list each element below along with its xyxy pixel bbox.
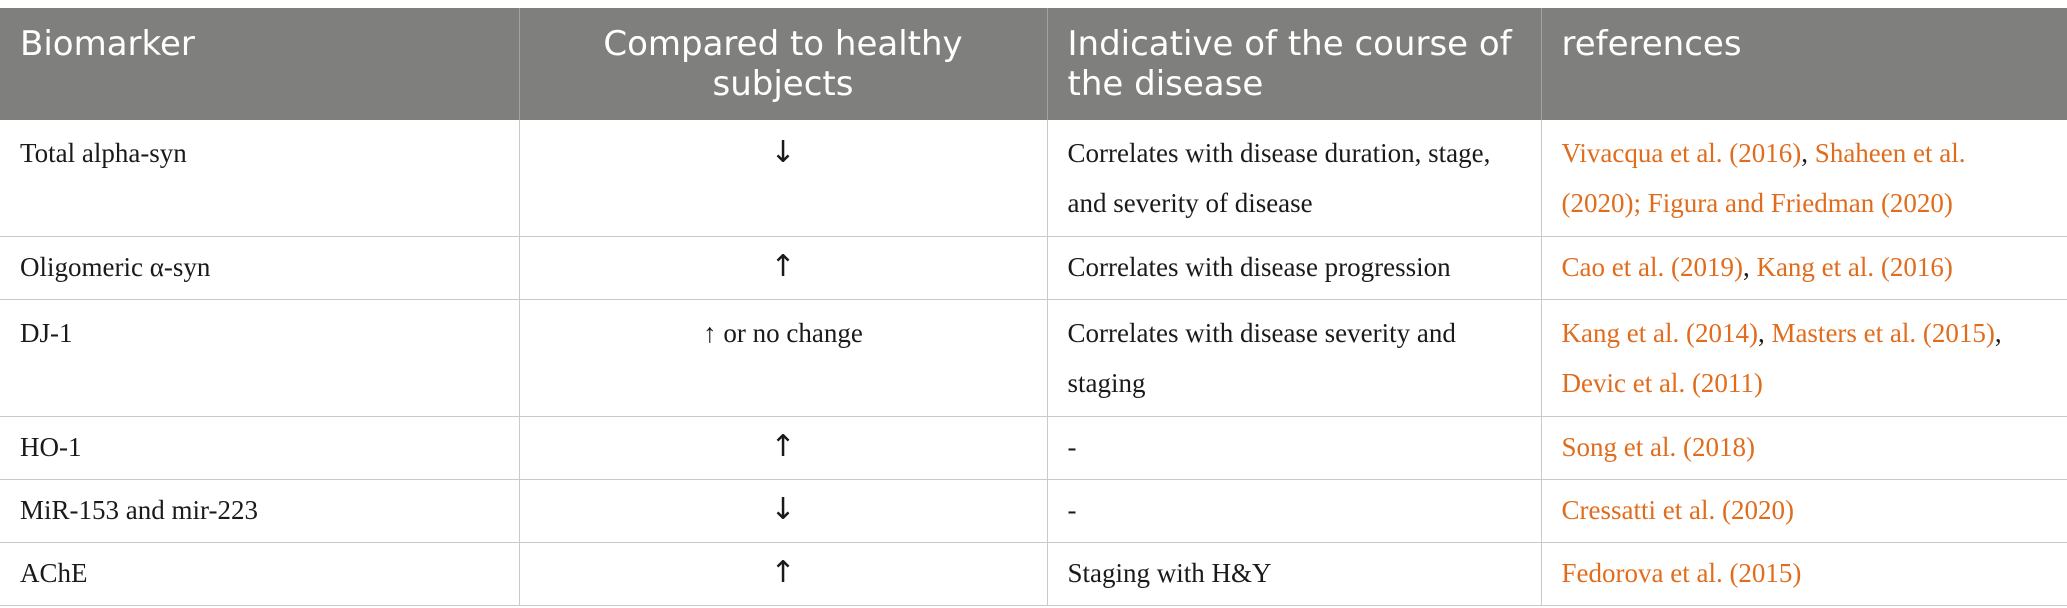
reference-separator: ,: [1757, 318, 1772, 348]
biomarker-table: [0, 8, 2067, 606]
references-cell: [1541, 300, 2067, 417]
table-body: [0, 120, 2067, 606]
biomarker-cell: AChE: [0, 543, 519, 606]
indicative-cell: -: [1047, 417, 1541, 480]
indicative-cell: Correlates with disease duration, stage, and severity of disease: [1047, 120, 1541, 237]
table-row: [0, 543, 2067, 606]
table-row: [0, 417, 2067, 480]
header-references: references: [1541, 8, 2067, 120]
biomarker-cell: HO-1: [0, 417, 519, 480]
references-cell: [1541, 417, 2067, 480]
reference-link[interactable]: Kang et al. (2016): [1756, 252, 1953, 282]
table-row: [0, 300, 2067, 417]
reference-link[interactable]: Masters et al. (2015): [1771, 318, 1995, 348]
biomarker-cell: MiR-153 and mir-223: [0, 480, 519, 543]
references-cell: [1541, 120, 2067, 237]
comparison-cell: ↓: [519, 480, 1047, 543]
header-compared: Compared to healthy subjects: [519, 8, 1047, 120]
table-header: [0, 8, 2067, 120]
indicative-cell: -: [1047, 480, 1541, 543]
reference-link[interactable]: Kang et al. (2014): [1561, 318, 1758, 348]
reference-link[interactable]: Cressatti et al. (2020): [1561, 495, 1794, 525]
reference-link[interactable]: Shaheen et al. (2020); Figura and Friedman (2020): [1561, 138, 1966, 218]
reference-separator: ,: [1801, 138, 1815, 168]
reference-link[interactable]: Song et al. (2018): [1561, 432, 1755, 462]
comparison-cell: ↑: [519, 543, 1047, 606]
references-cell: [1541, 543, 2067, 606]
comparison-cell: ↑: [519, 417, 1047, 480]
reference-separator: ,: [1742, 252, 1757, 282]
reference-link[interactable]: Cao et al. (2019): [1561, 252, 1743, 282]
table-row: [0, 120, 2067, 237]
references-cell: [1541, 480, 2067, 543]
comparison-cell: ↑: [519, 237, 1047, 300]
comparison-cell: ↓: [519, 120, 1047, 237]
biomarker-cell: DJ-1: [0, 300, 519, 417]
biomarker-cell: Oligomeric α-syn: [0, 237, 519, 300]
indicative-cell: Staging with H&Y: [1047, 543, 1541, 606]
reference-link[interactable]: Devic et al. (2011): [1561, 368, 1763, 398]
comparison-cell: ↑ or no change: [519, 300, 1047, 417]
reference-link[interactable]: Fedorova et al. (2015): [1561, 558, 1802, 588]
table-row: [0, 480, 2067, 543]
indicative-cell: Correlates with disease progression: [1047, 237, 1541, 300]
biomarker-cell: Total alpha-syn: [0, 120, 519, 237]
header-indicative: Indicative of the course of the disease: [1047, 8, 1541, 120]
indicative-cell: Correlates with disease severity and staging: [1047, 300, 1541, 417]
references-cell: [1541, 237, 2067, 300]
table-row: [0, 237, 2067, 300]
header-biomarker: Biomarker: [0, 8, 519, 120]
reference-separator: ,: [1994, 318, 2002, 348]
reference-link[interactable]: Vivacqua et al. (2016): [1561, 138, 1802, 168]
